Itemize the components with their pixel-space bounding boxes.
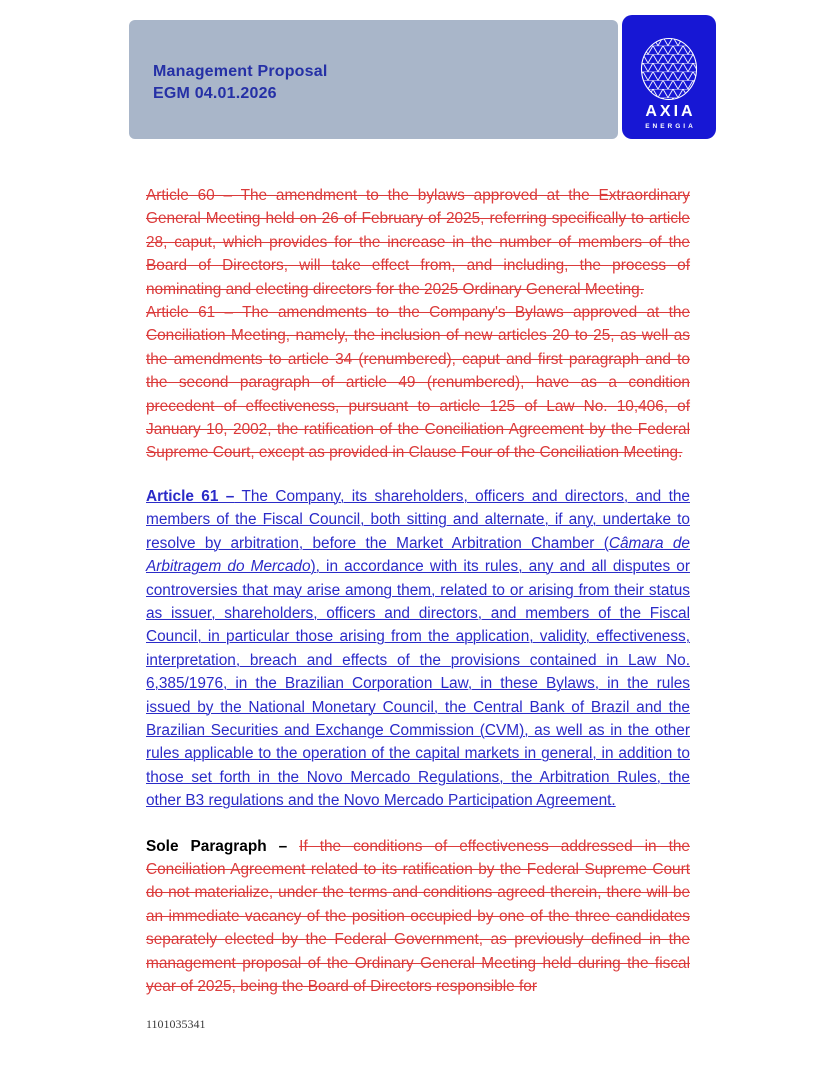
brand-name: AXIA (645, 103, 696, 120)
sole-paragraph (146, 835, 690, 999)
brand-subname: ENERGIA (645, 123, 696, 130)
title-banner (129, 20, 618, 139)
deleted-article-60: Article 60 – The amendment to the bylaws approved at the Extraordinary General Meeting held on 26 of February of 2025, referring specifically to article 28, caput, which provides for the increase in the number of members of the Board of Directors, will take effect from, and including, the process of nominating and electing directors for the 2025 Ordinary General Meeting. (146, 187, 690, 298)
inserted-article-61-text-1: The Company, its shareholders, officers and directors, and the members of the Fiscal Council, both sitting and alternate, if any, undertake to resolve by arbitration, before the Market Arbitration Chamber ( (146, 487, 690, 552)
inserted-article-61-italic-term: Câmara de Arbitragem do Mercado (146, 534, 690, 576)
geodesic-sphere-icon (638, 37, 700, 101)
document-body (146, 184, 690, 998)
doc-title-line2: EGM 04.01.2026 (153, 84, 277, 102)
inserted-article-61-text-2: ), in accordance with its rules, any and all disputes or controversies that may arise among them, related to or arising from their status as issuer, shareholders, officers and directors, and members of the Fiscal Council, in particular those arising from the application, validity, effectiveness, interpretation, breach and effects of the provisions contained in Law No. 6,385/1976, in the Brazilian Corporation Law, in these Bylaws, in the rules issued by the National Monetary Council, the Central Bank of Brazil and the Brazilian Securities and Exchange Commission (CVM), as well as in the other rules applicable to the operation of the capital markets in general, in addition to those set forth in the Novo Mercado Regulations, the Arbitration Rules, the other B3 regulations and the Novo Mercado Participation Agreement. (146, 558, 690, 810)
deleted-article-61: Article 61 – The amendments to the Company's Bylaws approved at the Conciliation Meeting, namely, the inclusion of new articles 20 to 25, as well as the amendments to article 34 (renumbered), caput and first paragraph and to the second paragraph of article 49 (renumbered), have as a condition precedent of effectiveness, pursuant to article 125 of Law No. 10,406, of January 10, 2002, the ratification of the Conciliation Agreement by the Federal Supreme Court, except as provided in Clause Four of the Conciliation Meeting. (146, 304, 690, 462)
document-title (153, 61, 328, 104)
page-footer-code: 1101035341 (146, 1017, 206, 1031)
inserted-article-61 (146, 485, 690, 813)
inserted-article-61-lead: Article 61 – (146, 487, 235, 505)
doc-title-line1: Management Proposal (153, 63, 328, 80)
sole-paragraph-deleted-text: If the conditions of effectiveness addressed in the Conciliation Agreement related to its ratification by the Federal Supreme Court do not materialize, under the terms and conditions agreed therein, there will be an immediate vacancy of the position occupied by one of the three candidates separately elected by the Federal Government, as previously defined in the management proposal of the Ordinary General Meeting held during the fiscal year of 2025, being the Board of Directors responsible for (146, 837, 690, 995)
sole-paragraph-label: Sole Paragraph – (146, 837, 300, 855)
axia-logo-card (622, 15, 716, 139)
